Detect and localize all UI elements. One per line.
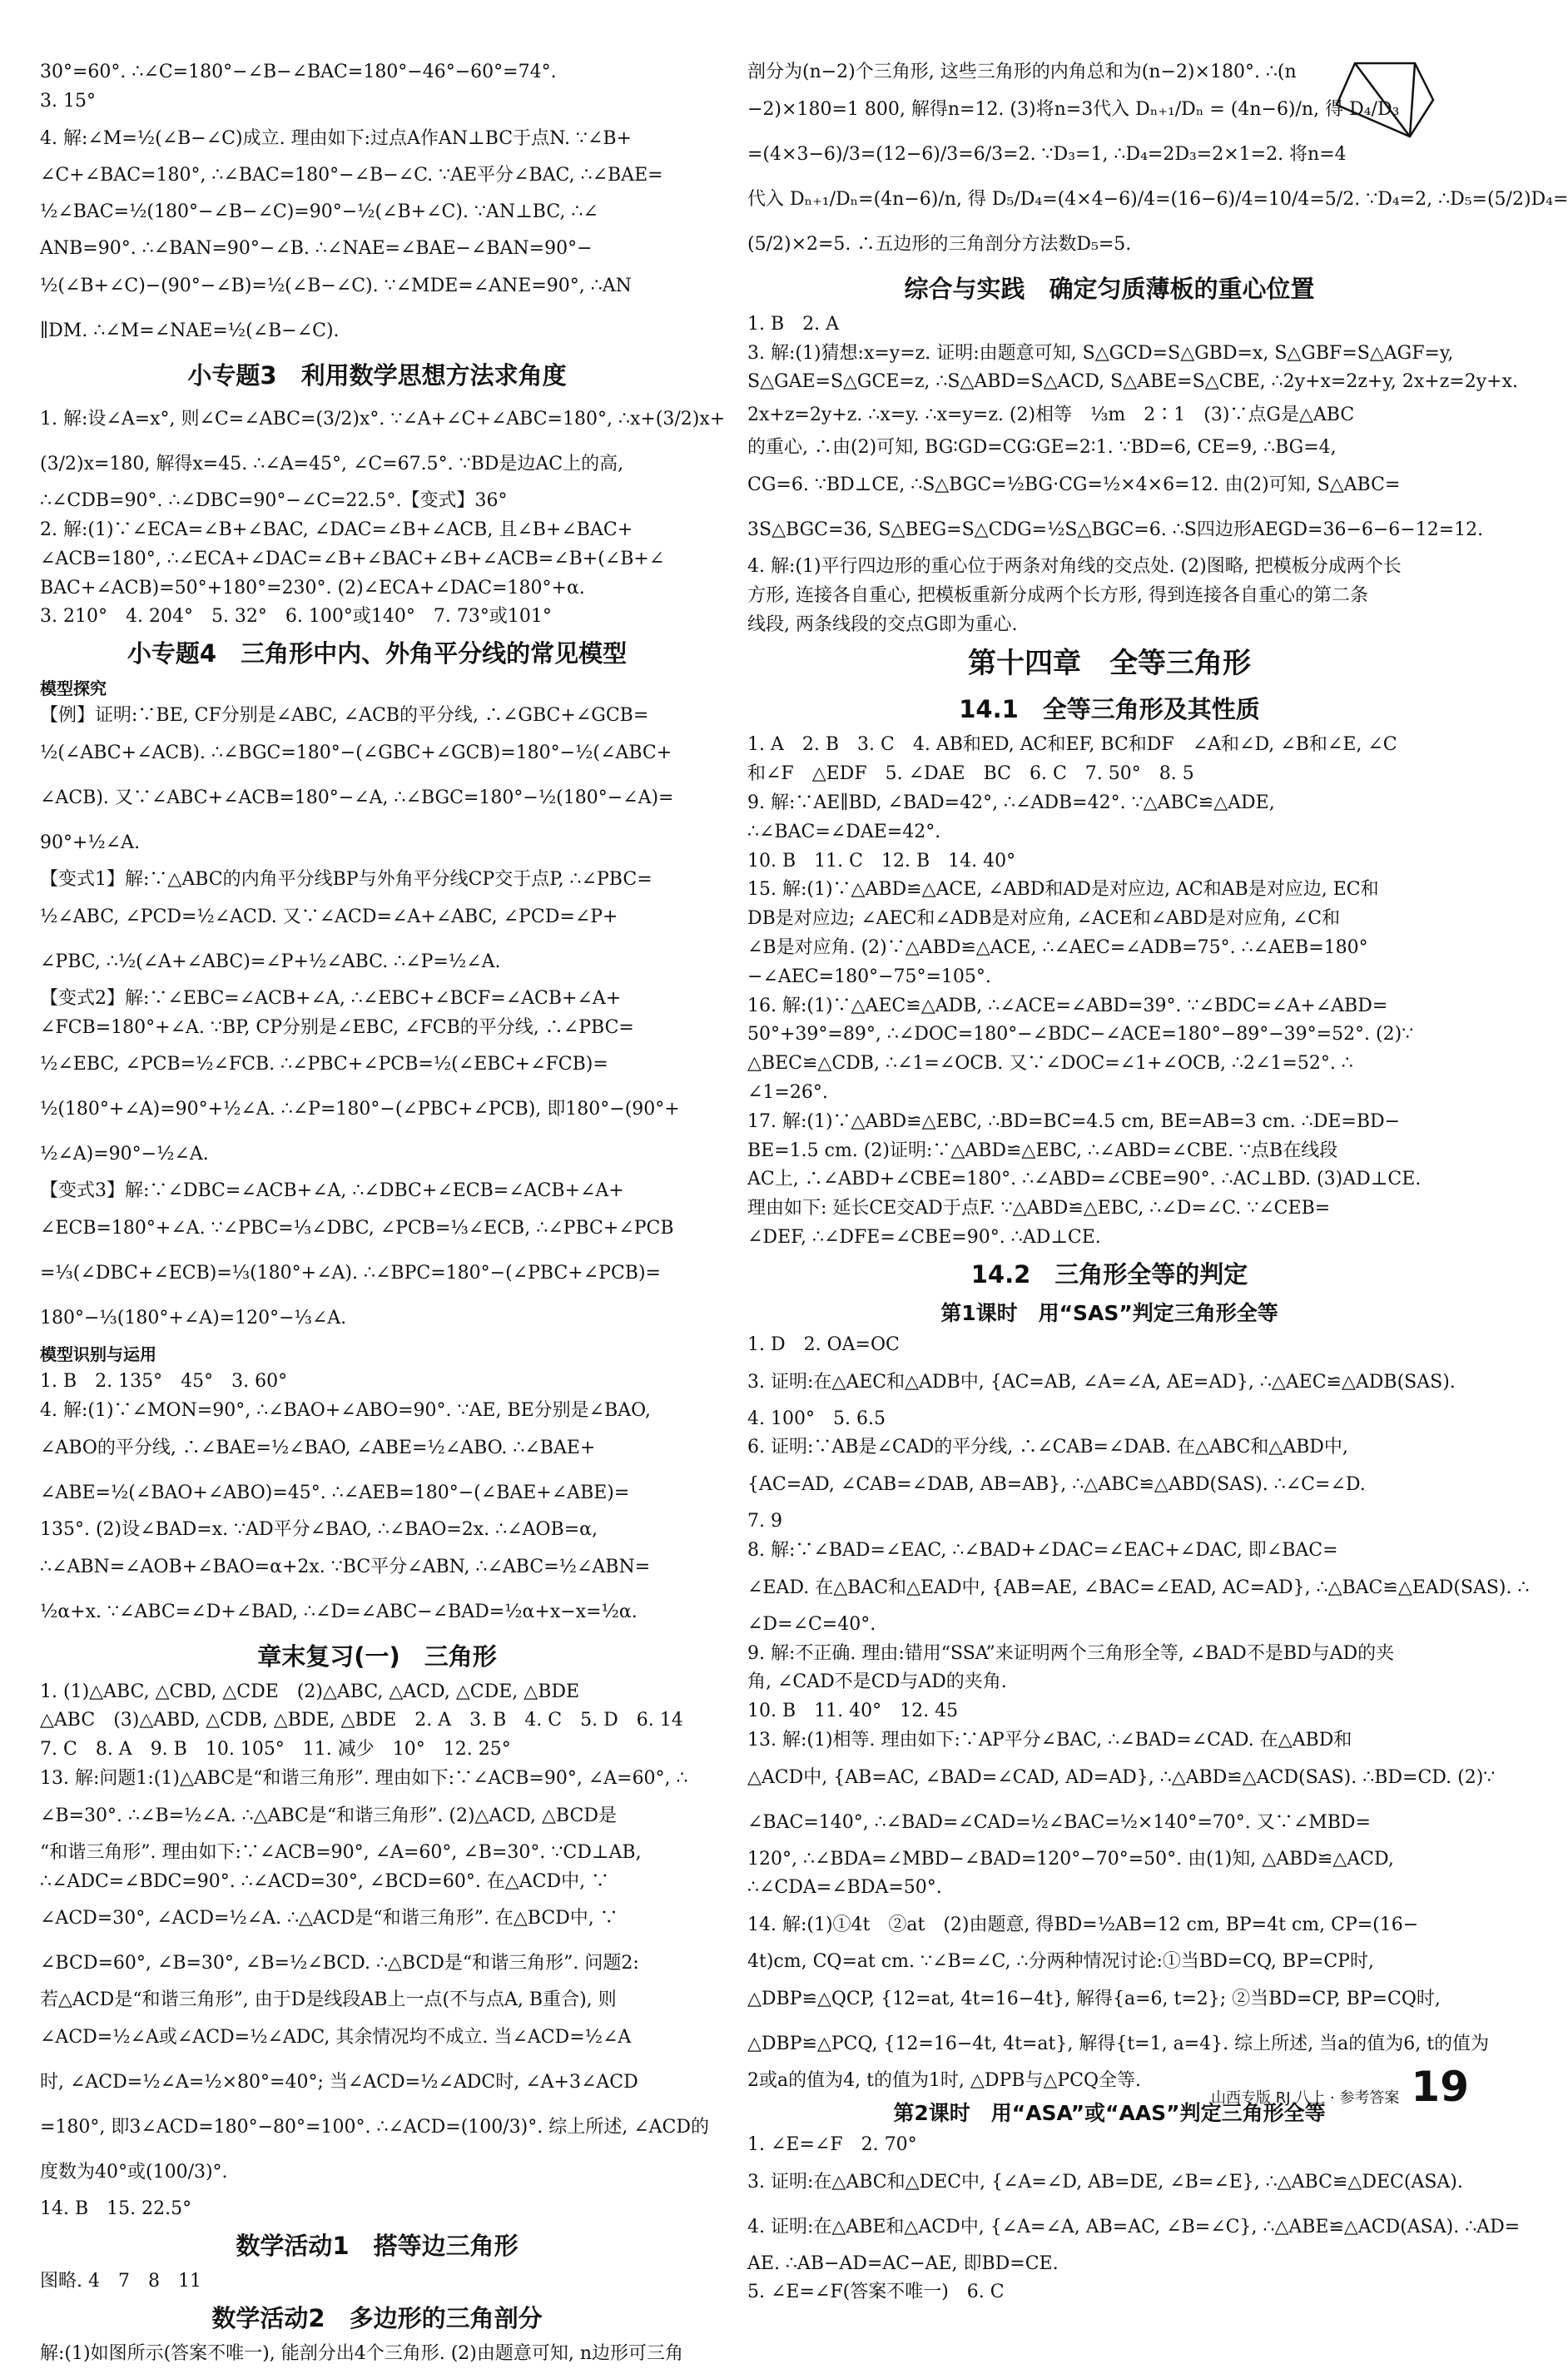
text-line: 6. 证明:∵AB是∠CAD的平分线, ∴∠CAB=∠DAB. 在△ABC和△ABD中, <box>747 1437 1348 1458</box>
text-line: 4. 证明:在△ABE和△ACD中, {∠A=∠A, AB=AC, ∠B=∠C}, ∴△ABE≌△ACD(ASA). ∴AD= <box>747 2216 1521 2237</box>
text-line: 4. 解:(1)∵∠MON=90°, ∴∠BAO+∠ABO=90°. ∵AE, BE分别是∠BAO, <box>40 1399 651 1421</box>
text-line: 1. D 2. OA=OC <box>747 1333 900 1355</box>
text-line: =⅓(∠DBC+∠ECB)=⅓(180°+∠A). ∴∠BPC=180°−(∠PBC+∠PCB)= <box>40 1263 661 1284</box>
text-line: ∴∠ADC=∠BDC=90°. ∴∠ACD=30°, ∠BCD=60°. 在△ACD中, ∵ <box>40 1870 610 1892</box>
text-line: 9. 解:∵AE∥BD, ∠BAD=42°, ∴∠ADB=42°. ∵△ABC≌△ADE, <box>747 792 1275 813</box>
text-line: 4. 100° 5. 6.5 <box>747 1408 886 1429</box>
text-line: 【变式2】解:∵∠EBC=∠ACB+∠A, ∴∠EBC+∠BCF=∠ACB+∠A+ <box>40 987 622 1009</box>
text-line: 90°+½∠A. <box>40 832 141 853</box>
section-heading: 数学活动1 搭等边三角形 <box>236 2231 519 2260</box>
text-line: △DBP≌△PCQ, {12=16−4t, 4t=at}, 解得{t=1, a=4}. 综上所述, 当a的值为6, t的值为 <box>747 2034 1490 2055</box>
text-line: 代入 Dₙ₊₁/Dₙ=(4n−6)/n, 得 D₅/D₄=(4×4−6)/4=(16−6)/4=10/4=5/2. ∵D₄=2, ∴D₅=(5/2)D₄= <box>747 188 1568 210</box>
text-line: 14. 解:(1)①4t ②at (2)由题意, 得BD=½AB=12 cm, BP=4t cm, CP=(16− <box>747 1915 1419 1936</box>
text-line: ∠ECB=180°+∠A. ∵∠PBC=⅓∠DBC, ∠PCB=⅓∠ECB, ∴∠PBC+∠PCB <box>40 1218 674 1239</box>
text-line: 2x+z=2y+z. ∴x=y. ∴x=y=z. (2)相等 ⅓m 2∶1 (3)∵点G是△ABC <box>747 405 1355 426</box>
text-line: ∠ABE=½(∠BAO+∠ABO)=45°. ∴∠AEB=180°−(∠BAE+∠ABE)= <box>40 1482 630 1503</box>
text-line: 和∠F △EDF 5. ∠DAE BC 6. C 7. 50° 8. 5 <box>747 763 1194 785</box>
text-line: 方形, 连接各自重心, 把模板重新分成两个长方形, 得到连接各自重心的第二条 <box>747 584 1368 606</box>
text-line: ½∠BAC=½(180°−∠B−∠C)=90°−½(∠B+∠C). ∵AN⊥BC, ∴∠ <box>40 201 598 223</box>
text-line: 时, ∠ACD=½∠A=½×80°=40°; 当∠ACD=½∠ADC时, ∠A+3∠ACD <box>40 2072 638 2093</box>
section-heading: 小专题3 利用数学思想方法求角度 <box>187 361 567 390</box>
text-line: 的重心, ∴由(2)可知, BG∶GD=CG∶GE=2∶1. ∵BD=6, CE=9, ∴BG=4, <box>747 437 1337 459</box>
text-line: ∠C+∠BAC=180°, ∴∠BAC=180°−∠B−∠C. ∵AE平分∠BAC, ∴∠BAE= <box>40 164 663 186</box>
text-line: 3. 证明:在△AEC和△ADB中, {AC=AB, ∠A=∠A, AE=AD}, ∴△AEC≌△ADB(SAS). <box>747 1371 1456 1393</box>
text-line: “和谐三角形”. 理由如下:∵∠ACB=90°, ∠A=60°, ∠B=30°. ∵CD⊥AB, <box>40 1841 642 1863</box>
text-line: 3. 证明:在△ABC和△DEC中, {∠A=∠D, AB=DE, ∠B=∠E}, ∴△ABC≌△DEC(ASA). <box>747 2171 1463 2193</box>
text-line: △DBP≌△QCP, {12=at, 4t=16−4t}, 解得{a=6, t=2}; ②当BD=CP, BP=CQ时, <box>747 1989 1441 2010</box>
text-line: 8. 解:∵∠BAD=∠EAC, ∴∠BAD+∠DAC=∠EAC+∠DAC, 即∠BAC= <box>747 1539 1338 1561</box>
text-line: 120°, ∴∠BDA=∠MBD−∠BAD=120°−70°=50°. 由(1)知, △ABD≌△ACD, <box>747 1848 1394 1870</box>
text-line: 剖分为(n−2)个三角形, 这些三角形的内角总和为(n−2)×180°. ∴(n <box>747 62 1297 82</box>
text-line: ∠DEF, ∴∠DFE=∠CBE=90°. ∴AD⊥CE. <box>747 1226 1101 1248</box>
text-line: 【例】证明:∵BE, CF分别是∠ABC, ∠ACB的平分线, ∴∠GBC+∠GCB= <box>40 705 649 727</box>
text-line: 解:(1)如图所示(答案不唯一), 能剖分出4个三角形. (2)由题意可知, n边形可三角 <box>40 2342 684 2364</box>
text-line: ANB=90°. ∴∠BAN=90°−∠B. ∴∠NAE=∠BAE−∠BAN=90°− <box>40 238 593 260</box>
footer-label: 山西专版 RJ 八上 · 参考答案 <box>1210 2089 1400 2107</box>
text-line: ½(∠B+∠C)−(90°−∠B)=½(∠B−∠C). ∵∠MDE=∠ANE=90°, ∴AN <box>40 276 632 297</box>
text-line: BE=1.5 cm. (2)证明:∵△ABD≌△EBC, ∴∠ABD=∠CBE. ∵点B在线段 <box>747 1140 1338 1161</box>
page-footer <box>1211 2064 1469 2110</box>
text-line: 10. B 11. C 12. B 14. 40° <box>747 850 1016 872</box>
text-line: ∠ACD=30°, ∠ACD=½∠A. ∴△ACD是“和谐三角形”. 在△BCD中, ∵ <box>40 1908 618 1929</box>
text-line: ∠ACD=½∠A或∠ACD=½∠ADC, 其余情况均不成立. 当∠ACD=½∠A <box>40 2027 632 2049</box>
text-line: 1. ∠E=∠F 2. 70° <box>747 2133 917 2155</box>
text-line: −∠AEC=180°−75°=105°. <box>747 966 991 987</box>
text-line: 17. 解:(1)∵△ABD≌△EBC, ∴BD=BC=4.5 cm, BE=AB=3 cm. ∴DE=BD− <box>747 1110 1401 1132</box>
text-line: 【变式1】解:∵△ABC的内角平分线BP与外角平分线CP交于点P, ∴∠PBC= <box>40 868 653 890</box>
text-line: 13. 解:(1)相等. 理由如下:∵AP平分∠BAC, ∴∠BAD=∠CAD. 在△ABD和 <box>747 1729 1352 1751</box>
text-line: ½(180°+∠A)=90°+½∠A. ∴∠P=180°−(∠PBC+∠PCB), 即180°−(90°+ <box>40 1099 680 1120</box>
text-line: 若△ACD是“和谐三角形”, 由于D是线段AB上一点(不与点A, B重合), 则 <box>40 1989 617 2011</box>
section-heading: 14.2 三角形全等的判定 <box>970 1259 1248 1289</box>
text-line: ∠ACB). 又∵∠ABC+∠ACB=180°−∠A, ∴∠BGC=180°−½(180°−∠A)= <box>40 787 674 808</box>
text-line: =(4×3−6)/3=(12−6)/3=6/3=2. ∵D₃=1, ∴D₄=2D₃=2×1=2. 将n=4 <box>747 143 1347 165</box>
text-line: 5. ∠E=∠F(答案不唯一) 6. C <box>747 2282 1005 2303</box>
text-line: CG=6. ∵BD⊥CE, ∴S△BGC=½BG·CG=½×4×6=12. 由(2)可知, S△ABC= <box>747 474 1401 495</box>
text-line: 30°=60°. ∴∠C=180°−∠B−∠BAC=180°−46°−60°=74°. <box>40 62 557 82</box>
text-line: 180°−⅓(180°+∠A)=120°−⅓∠A. <box>40 1308 347 1329</box>
text-line: 10. B 11. 40° 12. 45 <box>747 1701 959 1722</box>
text-line: ½∠A)=90°−½∠A. <box>40 1144 209 1165</box>
text-line: ∥DM. ∴∠M=∠NAE=½(∠B−∠C). <box>40 320 340 342</box>
text-line: 9. 解:不正确. 理由:错用“SSA”来证明两个三角形全等, ∠BAD不是BD与AD的夹 <box>747 1642 1395 1664</box>
left-column <box>40 58 726 2369</box>
text-line: ∠BCD=60°, ∠B=30°, ∠B=½∠BCD. ∴△BCD是“和谐三角形”. 问题2: <box>40 1953 639 1974</box>
text-line: ∠EAD. 在△BAC和△EAD中, {AB=AE, ∠BAC=∠EAD, AC=AD}, ∴△BAC≌△EAD(SAS). ∴ <box>747 1577 1530 1598</box>
text-line: 7. 9 <box>747 1511 782 1532</box>
text-line: −2)×180=1 800, 解得n=12. (3)将n=3代入 Dₙ₊₁/Dₙ = (4n−6)/n, 得 D₄/D₃ <box>747 98 1400 120</box>
chapter-heading: 第十四章 全等三角形 <box>968 647 1251 681</box>
subheading: 模型探究 <box>40 678 107 699</box>
text-line: ∴∠CDB=90°. ∴∠DBC=90°−∠C=22.5°.【变式】36° <box>40 490 508 512</box>
text-line: 14. B 15. 22.5° <box>40 2198 192 2220</box>
text-line: △BEC≌△CDB, ∴∠1=∠OCB. 又∵∠DOC=∠1+∠OCB, ∴2∠1=52°. ∴ <box>747 1053 1353 1075</box>
text-line: ∴∠ABN=∠AOB+∠BAO=α+2x. ∵BC平分∠ABN, ∴∠ABC=½∠ABN= <box>40 1556 651 1577</box>
text-line: (5/2)×2=5. ∴五边形的三角剖分方法数D₅=5. <box>747 233 1132 255</box>
text-line: AC上, ∴∠ABD+∠CBE=180°. ∴∠ABD=∠CBE=90°. ∴AC⊥BD. (3)AD⊥CE. <box>747 1169 1422 1190</box>
text-line: ½α+x. ∵∠ABC=∠D+∠BAD, ∴∠D=∠ABC−∠BAD=½α+x−x=½α. <box>40 1601 638 1622</box>
lesson-heading: 第1课时 用“SAS”判定三角形全等 <box>940 1300 1278 1325</box>
section-heading: 数学活动2 多边形的三角剖分 <box>211 2303 543 2332</box>
text-line: △ACD中, {AB=AC, ∠BAD=∠CAD, AD=AD}, ∴△ABD≌△ACD(SAS). ∴BD=CD. (2)∵ <box>747 1766 1496 1788</box>
text-line: 7. C 8. A 9. B 10. 105° 11. 减少 10° 12. 25° <box>40 1739 511 1761</box>
text-line: {AC=AD, ∠CAB=∠DAB, AB=AB}, ∴△ABC≌△ABD(SAS). ∴∠C=∠D. <box>747 1474 1366 1496</box>
text-line: 1. 解:设∠A=x°, 则∠C=∠ABC=(3/2)x°. ∵∠A+∠C+∠ABC=180°, ∴x+(3/2)x+ <box>40 409 726 430</box>
text-line: 13. 解:问题1:(1)△ABC是“和谐三角形”. 理由如下:∵∠ACB=90°, ∠A=60°, ∴ <box>40 1767 688 1789</box>
text-line: ∴∠BAC=∠DAE=42°. <box>747 821 941 842</box>
lesson-heading: 第2课时 用“ASA”或“AAS”判定三角形全等 <box>893 2100 1326 2125</box>
text-line: 2或a的值为4, t的值为1时, △DPB与△PCQ全等. <box>747 2070 1142 2092</box>
text-line: ½∠EBC, ∠PCB=½∠FCB. ∴∠PBC+∠PCB=½(∠EBC+∠FCB)= <box>40 1054 608 1075</box>
text-line: 1. B 2. 135° 45° 3. 60° <box>40 1371 288 1393</box>
text-line: 16. 解:(1)∵△AEC≌△ADB, ∴∠ACE=∠ABD=39°. ∵∠BDC=∠A+∠ABD= <box>747 995 1388 1016</box>
text-line: ∴∠CDA=∠BDA=50°. <box>747 1877 942 1899</box>
text-line: ∠BAC=140°, ∴∠BAD=∠CAD=½∠BAC=½×140°=70°. 又∵∠MBD= <box>747 1811 1371 1833</box>
text-line: ∠PBC, ∴½(∠A+∠ABC)=∠P+½∠ABC. ∴∠P=½∠A. <box>40 951 501 972</box>
text-line: 【变式3】解:∵∠DBC=∠ACB+∠A, ∴∠DBC+∠ECB=∠ACB+∠A+ <box>40 1180 624 1202</box>
text-line: S△GAE=S△GCE=z, ∴S△ABD=S△ACD, S△ABE=S△CBE, ∴2y+x=2z+y, 2x+z=2y+x. <box>747 371 1518 393</box>
text-line: AE. ∴AB−AD=AC−AE, 即BD=CE. <box>747 2252 1059 2274</box>
text-line: 4. 解:(1)平行四边形的重心位于两条对角线的交点处. (2)图略, 把模板分成两个长 <box>747 555 1402 577</box>
text-line: 1. (1)△ABC, △CBD, △CDE (2)△ABC, △ACD, △CDE, △BDE <box>40 1681 580 1702</box>
text-line: ∠FCB=180°+∠A. ∵BP, CP分别是∠EBC, ∠FCB的平分线, ∴∠PBC= <box>40 1016 634 1038</box>
text-line: ∠ACB=180°, ∴∠ECA+∠DAC=∠B+∠BAC+∠B+∠ACB=∠B+(∠B+∠ <box>40 548 665 569</box>
text-line: ½∠ABC, ∠PCD=½∠ACD. 又∵∠ACD=∠A+∠ABC, ∠PCD=∠P+ <box>40 906 618 927</box>
text-line: ½(∠ABC+∠ACB). ∴∠BGC=180°−(∠GBC+∠GCB)=180°−½(∠ABC+ <box>40 742 672 763</box>
text-line: ∠ABO的平分线, ∴∠BAE=½∠BAO, ∠ABE=½∠ABO. ∴∠BAE+ <box>40 1437 596 1458</box>
text-line: 角, ∠CAD不是CD与AD的夹角. <box>747 1671 1007 1693</box>
subheading: 模型识别与运用 <box>40 1344 156 1365</box>
text-line: ∠D=∠C=40°. <box>747 1613 876 1635</box>
text-line: 3S△BGC=36, S△BEG=S△CDG=½S△BGC=6. ∴S四边形AEGD=36−6−6−12=12. <box>747 519 1484 540</box>
section-heading: 小专题4 三角形中内、外角平分线的常见模型 <box>127 639 628 668</box>
section-heading: 综合与实践 确定匀质薄板的重心位置 <box>904 274 1315 303</box>
text-line: 50°+39°=89°, ∴∠DOC=180°−∠BDC−∠ACE=180°−89°−39°=52°. (2)∵ <box>747 1024 1414 1045</box>
right-column <box>747 58 1568 2307</box>
text-line: 3. 15° <box>40 90 96 112</box>
text-line: 3. 解:(1)猜想:x=y=z. 证明:由题意可知, S△GCD=S△GBD=x, S△GBF=S△AGF=y, <box>747 342 1454 364</box>
text-line: BAC+∠ACB)=50°+180°=230°. (2)∠ECA+∠DAC=180°+α. <box>40 577 585 598</box>
text-line: ∠B是对应角. (2)∵△ABD≌△ACE, ∴∠AEC=∠ADB=75°. ∴∠AEB=180° <box>747 936 1368 958</box>
text-line: △ABC (3)△ABD, △CDB, △BDE, △BDE 2. A 3. B 4. C 5. D 6. 14 <box>40 1710 683 1731</box>
text-line: 线段, 两条线段的交点G即为重心. <box>747 613 1018 635</box>
text-line: 2. 解:(1)∵∠ECA=∠B+∠BAC, ∠DAC=∠B+∠ACB, 且∠B+∠BAC+ <box>40 519 633 540</box>
text-line: 4t)cm, CQ=at cm. ∵∠B=∠C, ∴分两种情况讨论:①当BD=CQ, BP=CP时, <box>747 1951 1374 1973</box>
section-heading: 章末复习(一) 三角形 <box>257 1641 497 1671</box>
text-line: 度数为40°或(100/3)°. <box>40 2162 228 2183</box>
text-line: 理由如下: 延长CE交AD于点F. ∵△ABD≌△EBC, ∴∠D=∠C. ∵∠CEB= <box>747 1198 1331 1219</box>
text-line: 15. 解:(1)∵△ABD≌△ACE, ∠ABD和AD是对应边, AC和AB是对应边, EC和 <box>747 879 1379 901</box>
section-heading: 14.1 全等三角形及其性质 <box>959 695 1260 724</box>
page-number: 19 <box>1411 2063 1469 2111</box>
text-line: ∠B=30°. ∴∠B=½∠A. ∴△ABC是“和谐三角形”. (2)△ACD, △BCD是 <box>40 1805 617 1826</box>
text-line: DB是对应边; ∠AEC和∠ADB是对应角, ∠ACE和∠ABD是对应角, ∠C和 <box>747 908 1341 930</box>
text-line: 1. B 2. A <box>747 313 840 335</box>
text-line: 图略. 4 7 8 11 <box>40 2270 201 2292</box>
text-line: 3. 210° 4. 204° 5. 32° 6. 100°或140° 7. 73°或101° <box>40 606 552 628</box>
text-line: =180°, 即3∠ACD=180°−80°=100°. ∴∠ACD=(100/3)°. 综上所述, ∠ACD的 <box>40 2117 710 2138</box>
text-line: ∠1=26°. <box>747 1081 828 1103</box>
text-line: (3/2)x=180, 解得x=45. ∴∠A=45°, ∠C=67.5°. ∵BD是边AC上的高, <box>40 454 624 475</box>
text-line: 4. 解:∠M=½(∠B−∠C)成立. 理由如下:过点A作AN⊥BC于点N. ∵∠B+ <box>40 127 632 149</box>
text-line: 1. A 2. B 3. C 4. AB和ED, AC和EF, BC和DF ∠A和∠D, ∠B和∠E, ∠C <box>747 734 1397 756</box>
text-line: 135°. (2)设∠BAD=x. ∵AD平分∠BAO, ∴∠BAO=2x. ∴∠AOB=α, <box>40 1518 598 1540</box>
